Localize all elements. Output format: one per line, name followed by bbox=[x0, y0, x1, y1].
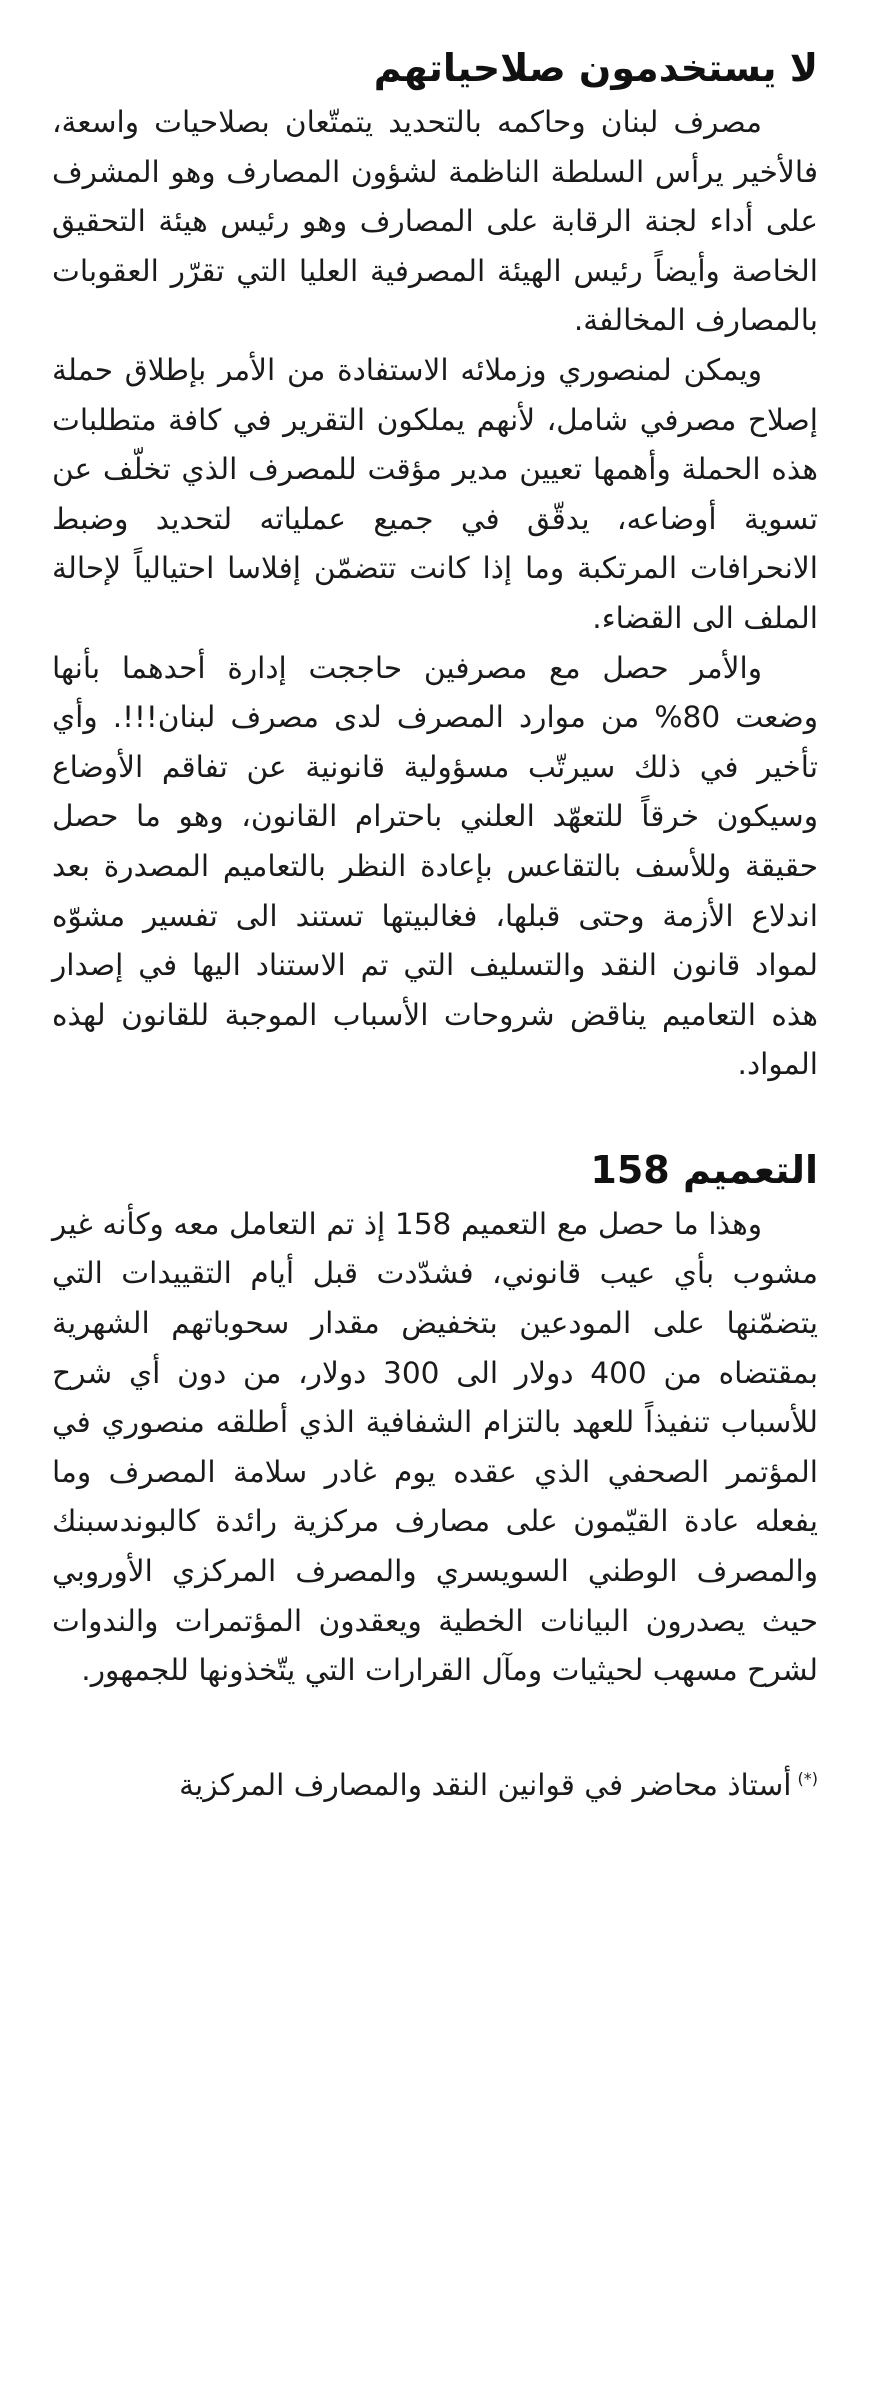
article-section-circular-158 bbox=[52, 1142, 818, 1696]
article-section-powers bbox=[52, 40, 818, 1090]
section-heading: لا يستخدمون صلاحياتهم bbox=[373, 46, 818, 90]
author-footnote bbox=[52, 1754, 818, 1810]
section-spacer bbox=[52, 1090, 818, 1142]
article-paragraph: ويمكن لمنصوري وزملائه الاستفادة من الأمر بإطلاق حملة إصلاح مصرفي شامل، لأنهم يملكون التقرير في كافة متطلبات هذه الحملة وأهمها تعيين مدير مؤقت للمصرف الذي تخلّف عن تسوية أوضاعه، يدقّق في جميع عملياته لتحديد وضبط الانحرافات المرتكبة وما إذا كانت تتضمّن إفلاسا احتيالياً لإحالة الملف الى القضاء. bbox=[52, 352, 818, 635]
footnote-text: أستاذ محاضر في قوانين النقد والمصارف المركزية bbox=[179, 1767, 792, 1802]
article-paragraph: وهذا ما حصل مع التعميم 158 إذ تم التعامل معه وكأنه غير مشوب بأي عيب قانوني، فشدّدت قبل أيام التقييدات التي يتضمّنها على المودعين بتخفيض مقدار سحوباتهم الشهرية بمقتضاه من 400 دولار الى 300 دولار، من دون أي شرح للأسباب تنفيذاً للعهد بالتزام الشفافية الذي أطلقه منصوري في المؤتمر الصحفي الذي عقده يوم غادر سلامة المصرف وما يفعله عادة القيّمون على مصارف مركزية رائدة كالبوندسبنك والمصرف الوطني السويسري والمصرف المركزي الأوروبي حيث يصدرون البيانات الخطية ويعقدون المؤتمرات والندوات لشرح مسهب لحيثيات ومآل القرارات التي يتّخذونها للجمهور. bbox=[52, 1206, 819, 1688]
footnote-spacer bbox=[52, 1696, 818, 1754]
article-paragraph: والأمر حصل مع مصرفين حاججت إدارة أحدهما بأنها وضعت 80% من موارد المصرف لدى مصرف لبنان!!!. وأي تأخير في ذلك سيرتّب مسؤولية قانونية عن تفاقم الأوضاع وسيكون خرقاً للتعهّد العلني باحترام القانون، وهو ما حصل حقيقة وللأسف بالتقاعس بإعادة النظر بالتعاميم المصدرة بعد اندلاع الأزمة وحتى قبلها، فغالبيتها تستند الى تفسير مشوّه لمواد قانون النقد والتسليف التي تم الاستناد اليها في إصدار هذه التعاميم يناقض شروحات الأسباب الموجبة للقانون لهذه المواد. bbox=[52, 650, 818, 1082]
section-heading: التعميم 158 bbox=[590, 1147, 818, 1192]
footnote-mark: (*) bbox=[797, 1768, 818, 1788]
article-paragraph: مصرف لبنان وحاكمه بالتحديد يتمتّعان بصلاحيات واسعة، فالأخير يرأس السلطة الناظمة لشؤون المصارف وهو المشرف على أداء لجنة الرقابة على المصارف وهو رئيس هيئة التحقيق الخاصة وأيضاً رئيس الهيئة المصرفية العليا التي تقرّر العقوبات بالمصارف المخالفة. bbox=[52, 105, 818, 338]
